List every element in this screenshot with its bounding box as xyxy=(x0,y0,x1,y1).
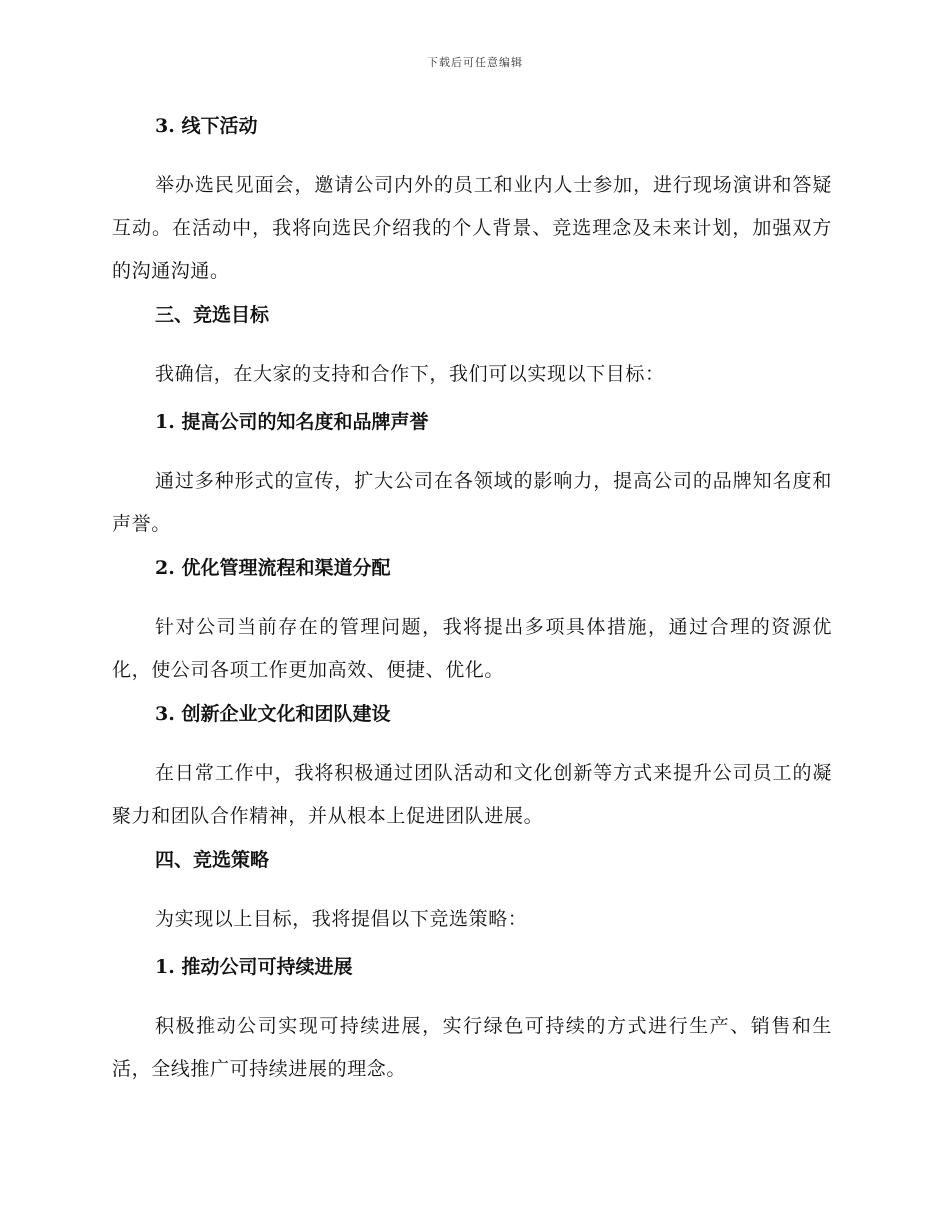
document-body xyxy=(112,112,832,1099)
paragraph: 在日常工作中，我将积极通过团队活动和文化创新等方式来提升公司员工的凝聚力和团队合作精神，并从根本上促进团队进展。 xyxy=(112,762,832,827)
paragraph: 我确信，在大家的支持和合作下，我们可以实现以下目标： xyxy=(155,363,665,385)
section-heading: 3. 线下活动 xyxy=(155,115,258,137)
paragraph: 积极推动公司实现可持续进展，实行绿色可持续的方式进行生产、销售和生活，全线推广可持续进展的理念。 xyxy=(112,1015,832,1080)
section-heading: 1. 提高公司的知名度和品牌声誉 xyxy=(155,411,429,433)
paragraph: 举办选民见面会，邀请公司内外的员工和业内人士参加，进行现场演讲和答疑互动。在活动中，我将向选民介绍我的个人背景、竞选理念及未来计划，加强双方的沟通沟通。 xyxy=(112,174,832,282)
paragraph: 为实现以上目标，我将提倡以下竞选策略： xyxy=(155,908,528,930)
section-heading: 2. 优化管理流程和渠道分配 xyxy=(155,557,391,579)
section-heading: 四、竞选策略 xyxy=(155,849,270,871)
paragraph: 针对公司当前存在的管理问题，我将提出多项具体措施，通过合理的资源优化，使公司各项工作更加高效、便捷、优化。 xyxy=(112,616,832,681)
section-heading: 3. 创新企业文化和团队建设 xyxy=(155,703,391,725)
section-heading: 三、竞选目标 xyxy=(155,304,270,326)
section-heading: 1. 推动公司可持续进展 xyxy=(155,956,353,978)
paragraph: 通过多种形式的宣传，扩大公司在各领域的影响力，提高公司的品牌知名度和声誉。 xyxy=(112,470,832,535)
page-header: 下载后可任意编辑 xyxy=(427,56,523,69)
